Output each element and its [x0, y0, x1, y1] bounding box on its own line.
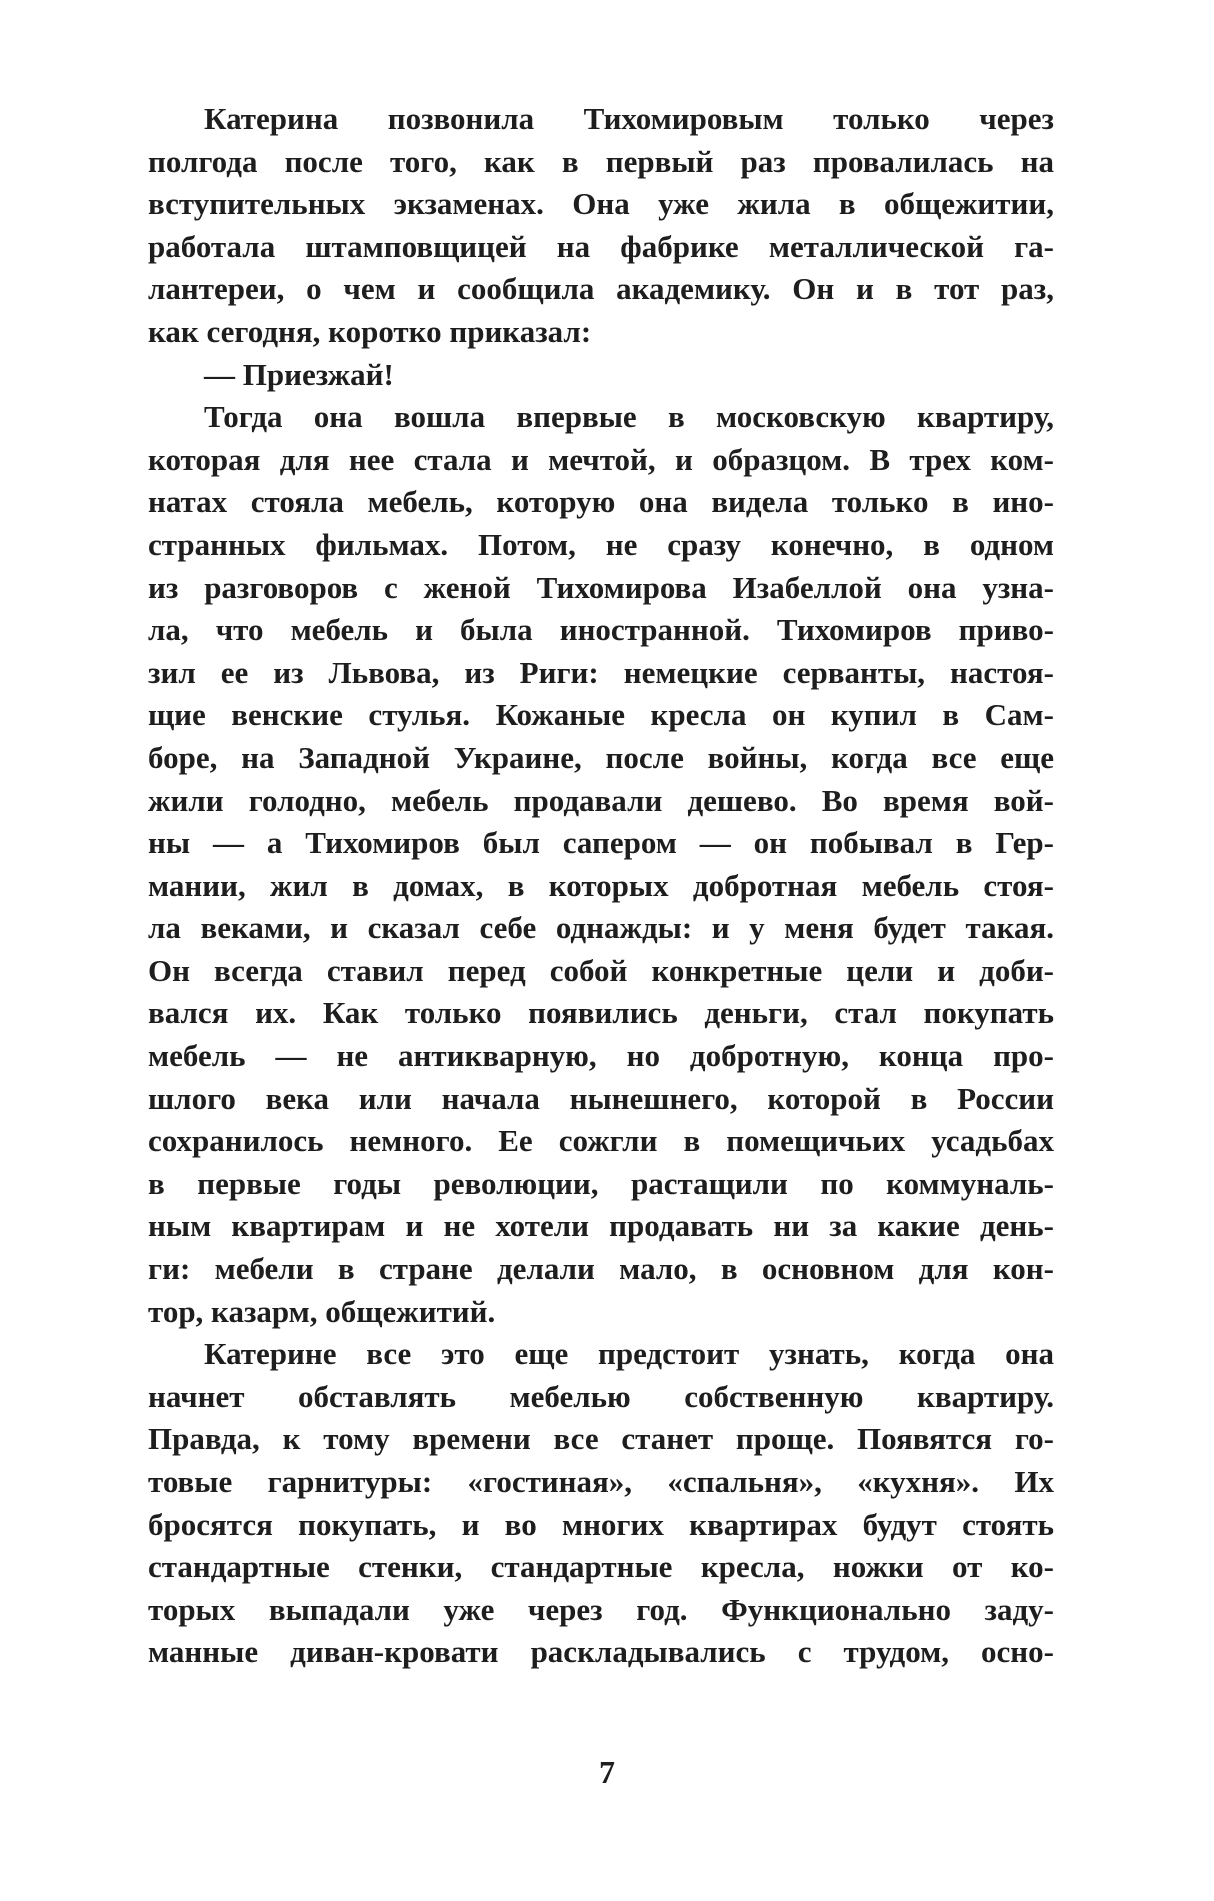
text-line: жили голодно, мебель продавали дешево. Во время вой- — [148, 782, 1054, 818]
text-line: лантереи, о чем и сообщила академику. Он и в тот раз, — [148, 271, 1054, 307]
text-line: ным квартирам и не хотели продавать ни за какие день- — [148, 1208, 1054, 1244]
text-line: торых выпадали уже через год. Функционально заду- — [148, 1591, 1054, 1627]
text-line: натах стояла мебель, которую она видела только в ино- — [148, 484, 1054, 520]
text-line: Он всегда ставил перед собой конкретные цели и доби- — [148, 952, 1054, 988]
text-line: Катерина позвонила Тихомировым только через — [204, 101, 1054, 136]
text-line: стандартные стенки, стандартные кресла, ножки от ко- — [148, 1549, 1054, 1585]
text-line: Катерине все это еще предстоит узнать, когда она — [204, 1336, 1054, 1372]
text-line: сохранилось немного. Ее сожгли в помещичьих усадьбах — [148, 1123, 1054, 1159]
text-line: как сегодня, коротко приказал: — [148, 313, 592, 349]
text-line: работала штамповщицей на фабрике металлической га- — [148, 228, 1054, 264]
text-line: полгода после того, как в первый раз провалилась на — [148, 143, 1054, 179]
text-line: боре, на Западной Украине, после войны, когда все еще — [148, 739, 1054, 775]
text-line: товые гарнитуры: «гостиная», «спальня», «кухня». Их — [148, 1464, 1054, 1499]
text-line: бросятся покупать, и во многих квартирах будут стоять — [148, 1506, 1054, 1542]
text-line: мебель — не антикварную, но добротную, конца про- — [148, 1038, 1054, 1074]
page-number: 7 — [599, 1754, 615, 1790]
text-line: ги: мебели в стране делали мало, в основном для кон- — [148, 1251, 1054, 1287]
text-line: ла веками, и сказал себе однажды: и у меня будет такая. — [148, 910, 1054, 946]
text-line: в первые годы революции, растащили по коммуналь- — [148, 1165, 1054, 1201]
text-line: щие венские стулья. Кожаные кресла он купил в Сам- — [148, 697, 1054, 733]
text-line: манные диван-кровати раскладывались с трудом, осно- — [148, 1634, 1054, 1670]
text-line: тор, казарм, общежитий. — [148, 1293, 496, 1329]
text-line: которая для нее стала и мечтой, и образцом. В трех ком- — [148, 441, 1054, 477]
dialogue-line: — Приезжай! — [204, 356, 394, 392]
text-line: Правда, к тому времени все станет проще. Появятся го- — [148, 1421, 1054, 1457]
text-line: ны — а Тихомиров был сапером — он побывал в Гер- — [148, 825, 1054, 861]
text-line: мании, жил в домах, в которых добротная мебель стоя- — [148, 867, 1054, 903]
text-line: ла, что мебель и была иностранной. Тихомиров приво- — [148, 612, 1054, 648]
text-line: из разговоров с женой Тихомирова Изабеллой она узна- — [148, 569, 1054, 605]
text-line: Тогда она вошла впервые в московскую квартиру, — [204, 399, 1054, 435]
body-text — [148, 98, 1054, 1674]
text-line: вался их. Как только появились деньги, стал покупать — [148, 995, 1054, 1031]
text-line: шлого века или начала нынешнего, которой в России — [148, 1080, 1054, 1116]
text-line: странных фильмах. Потом, не сразу конечно, в одном — [148, 526, 1054, 562]
text-line: вступительных экзаменах. Она уже жила в общежитии, — [148, 186, 1054, 222]
text-line: начнет обставлять мебелью собственную квартиру. — [148, 1378, 1054, 1414]
text-line: зил ее из Львова, из Риги: немецкие серванты, настоя- — [148, 654, 1054, 690]
